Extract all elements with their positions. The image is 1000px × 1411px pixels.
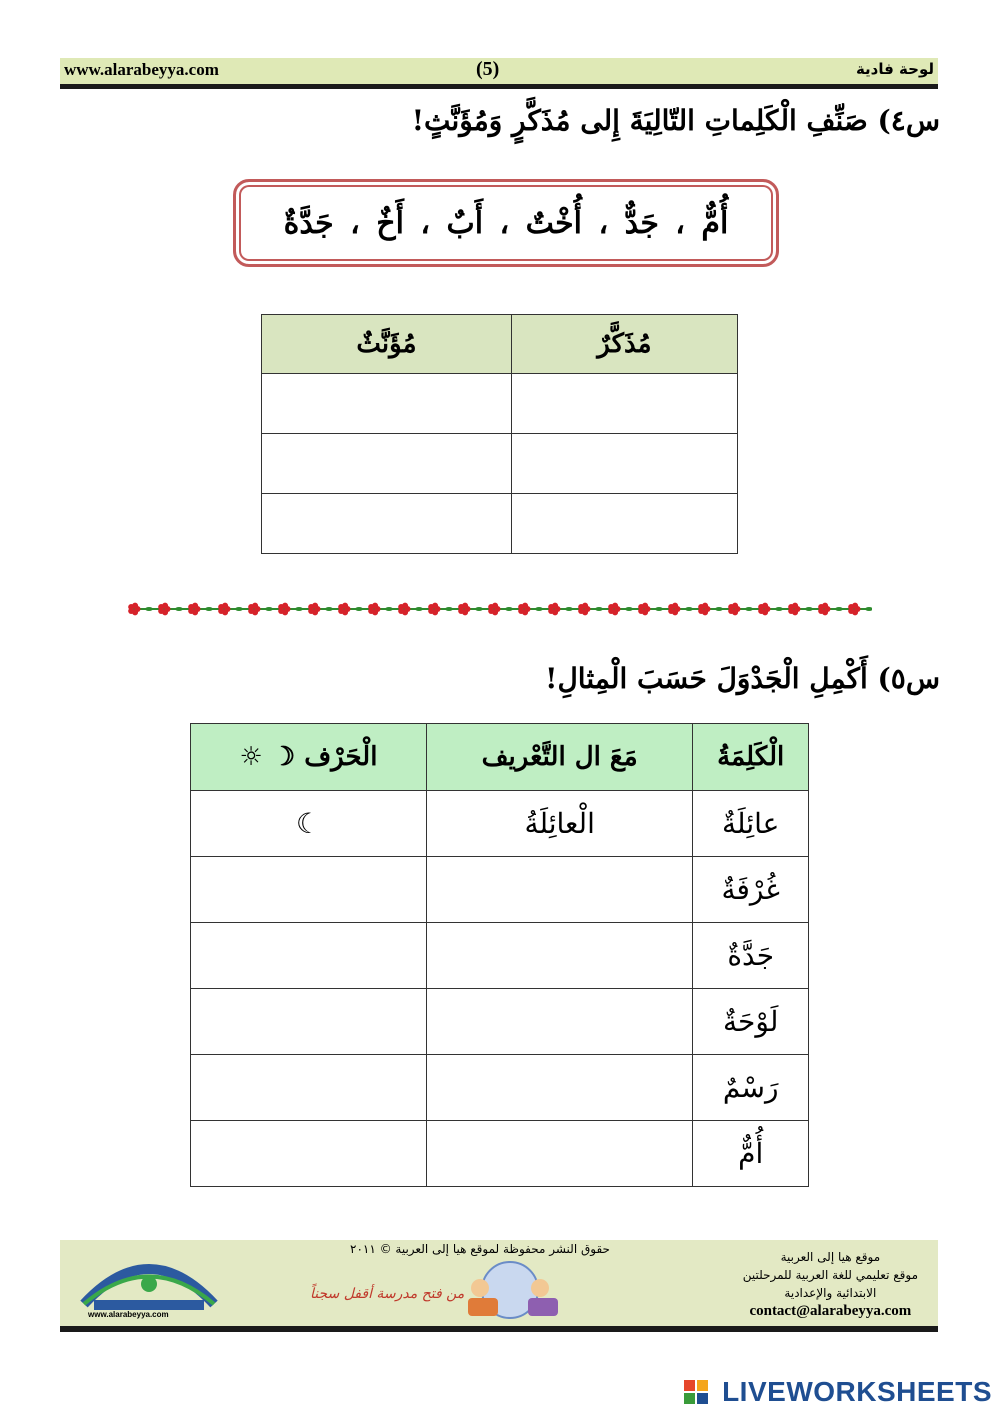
table-row xyxy=(191,1121,809,1187)
table-row xyxy=(191,923,809,989)
site-logo-icon xyxy=(74,1244,224,1314)
q5-letter-cell[interactable] xyxy=(191,1055,427,1121)
q4-answer-cell[interactable] xyxy=(511,374,737,434)
q5-word-cell: أُمٌّ xyxy=(693,1121,809,1187)
q4-answer-cell[interactable] xyxy=(262,374,512,434)
site-info-line: موقع هيا إلى العربية xyxy=(780,1250,881,1264)
question-4-title: س٤) صَنِّفِ الْكَلِماتِ التّالِيَةَ إِلى مُذَكَّرٍ وَمُؤَنَّثٍ! xyxy=(411,104,940,137)
site-info-line: موقع تعليمي للغة العربية للمرحلتين xyxy=(742,1268,918,1282)
q5-word-cell: غُرْفَةٌ xyxy=(693,857,809,923)
logo-url: www.alarabeyya.com xyxy=(88,1310,169,1319)
q5-letter-cell[interactable] xyxy=(191,857,427,923)
table-row xyxy=(191,857,809,923)
page-header xyxy=(60,58,938,89)
table-row xyxy=(262,374,738,434)
table-row xyxy=(262,434,738,494)
q5-answer-cell[interactable] xyxy=(426,1121,693,1187)
flower-divider xyxy=(126,598,872,620)
q5-word-cell: عائِلَةٌ xyxy=(693,791,809,857)
page-footer xyxy=(60,1240,938,1332)
liveworksheets-brand[interactable]: LIVEWORKSHEETS xyxy=(722,1376,992,1407)
q4-header-masculine: مُذَكَّرٌ xyxy=(511,315,737,374)
word-bank-text: أُمٌّ ، جَدٌّ ، أُخْتٌ ، أَبٌ ، أَخٌ ، جَدَّةٌ xyxy=(283,205,729,241)
q5-word-cell: جَدَّةٌ xyxy=(693,923,809,989)
slogan: من فتح مدرسة أقفل سجناً xyxy=(310,1286,465,1302)
q5-answer-cell: الْعائِلَةُ xyxy=(426,791,693,857)
q4-answer-cell[interactable] xyxy=(262,434,512,494)
site-url: www.alarabeyya.com xyxy=(64,60,219,79)
liveworksheets-logo-icon xyxy=(684,1380,708,1404)
q5-header-with-al: مَعَ ال التَّعْريف xyxy=(426,724,693,791)
table-row xyxy=(191,989,809,1055)
q5-answer-cell[interactable] xyxy=(426,857,693,923)
q4-header-feminine: مُؤَنَّثٌ xyxy=(262,315,512,374)
q5-table xyxy=(190,723,809,1187)
table-row xyxy=(262,494,738,554)
q5-word-cell: لَوْحَةٌ xyxy=(693,989,809,1055)
table-row xyxy=(191,791,809,857)
q4-answer-cell[interactable] xyxy=(511,494,737,554)
q5-header-row xyxy=(191,724,809,791)
question-5-title: س٥) أَكْمِلِ الْجَدْوَلَ حَسَبَ الْمِثالِ! xyxy=(545,662,940,695)
site-info xyxy=(743,1248,918,1320)
flower-icon xyxy=(848,603,872,616)
q5-letter-cell[interactable] xyxy=(191,1121,427,1187)
q5-letter-cell[interactable] xyxy=(191,989,427,1055)
page-number: (5) xyxy=(476,58,500,80)
q4-answer-cell[interactable] xyxy=(511,434,737,494)
q5-header-word: الْكَلِمَةُ xyxy=(693,724,809,791)
page-title: لوحة فادية xyxy=(855,60,934,78)
copyright: حقوق النشر محفوظة لموقع هيا إلى العربية © ٢٠١١ xyxy=(350,1242,610,1256)
q4-header-row xyxy=(262,315,738,374)
q5-answer-cell[interactable] xyxy=(426,923,693,989)
q4-table xyxy=(261,314,738,554)
q5-answer-cell[interactable] xyxy=(426,989,693,1055)
q5-letter-cell[interactable] xyxy=(191,923,427,989)
contact-email[interactable]: contact@alarabeyya.com xyxy=(749,1303,912,1319)
moon-icon: ☾ xyxy=(191,791,427,857)
flower-chain xyxy=(128,603,872,616)
q5-header-letter: الْحَرْف ☽ ☼ xyxy=(191,724,427,791)
q4-answer-cell[interactable] xyxy=(262,494,512,554)
word-bank-box xyxy=(233,179,779,267)
site-info-line: الابتدائية والإعدادية xyxy=(784,1286,877,1300)
q5-word-cell: رَسْمٌ xyxy=(693,1055,809,1121)
table-row xyxy=(191,1055,809,1121)
q5-answer-cell[interactable] xyxy=(426,1055,693,1121)
